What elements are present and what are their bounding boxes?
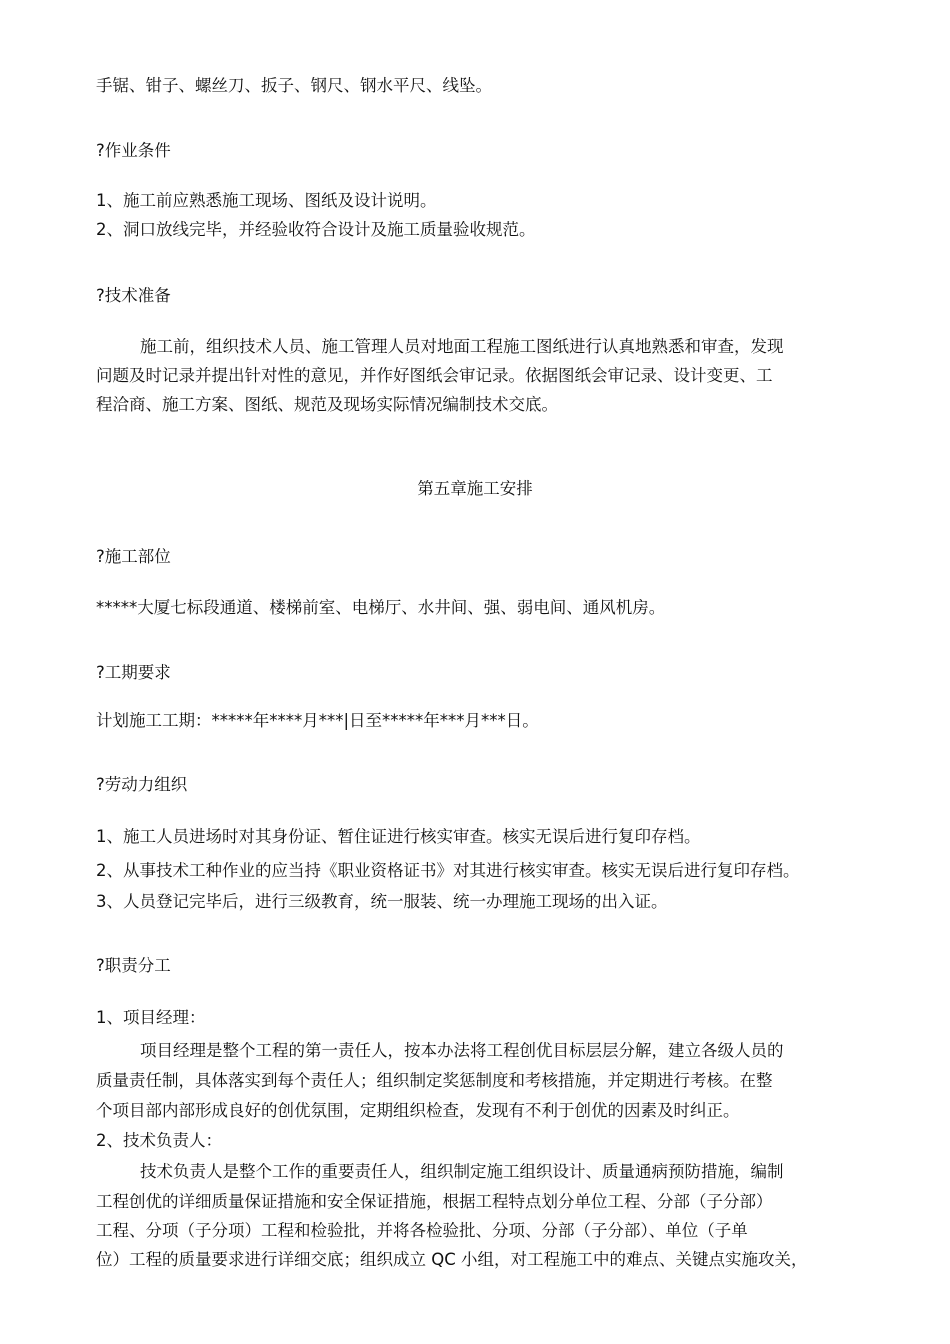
tech-lead-paragraph-line: 技术负责人是整个工作的重要责任人，组织制定施工组织设计、质量通病预防措施，编制 (140, 1162, 784, 1181)
construction-site-heading: ?施工部位 (96, 547, 171, 566)
work-conditions-item: 2、洞口放线完毕，并经验收符合设计及施工质量验收规范。 (96, 220, 536, 239)
labor-heading: ?劳动力组织 (96, 775, 188, 794)
work-conditions-item: 1、施工前应熟悉施工现场、图纸及设计说明。 (96, 191, 437, 210)
project-manager-title: 1、项目经理： (96, 1008, 206, 1027)
project-manager-paragraph-line: 质量责任制，具体落实到每个责任人；组织制定奖惩制度和考核措施，并定期进行考核。在整 (96, 1071, 773, 1090)
project-manager-paragraph-line: 个项目部内部形成良好的创优氛围，定期组织检查，发现有不利于创优的因素及时纠正。 (96, 1101, 740, 1120)
tech-lead-paragraph-line: 工程创优的详细质量保证措施和安全保证措施，根据工程特点划分单位工程、分部（子分部） (96, 1192, 773, 1211)
schedule-text: 计划施工工期：*****年****月***|日至*****年***月***日。 (96, 711, 539, 730)
schedule-heading: ?工期要求 (96, 663, 171, 682)
construction-site-text: *****大厦七标段通道、楼梯前室、电梯厅、水井间、强、弱电间、通风机房。 (96, 598, 666, 617)
labor-item: 1、施工人员进场时对其身份证、暂住证进行核实审查。核实无误后进行复印存档。 (96, 827, 701, 846)
tools-line: 手锯、钳子、螺丝刀、扳子、钢尺、钢水平尺、线坠。 (96, 76, 492, 95)
tech-lead-paragraph-line: 位）工程的质量要求进行详细交底；组织成立 QC 小组，对工程施工中的难点、关键点实施攻关， (96, 1250, 808, 1269)
duties-heading: ?职责分工 (96, 956, 171, 975)
project-manager-paragraph-line: 项目经理是整个工程的第一责任人，按本办法将工程创优目标层层分解，建立各级人员的 (140, 1041, 784, 1060)
tech-prep-paragraph-line: 问题及时记录并提出针对性的意见，并作好图纸会审记录。依据图纸会审记录、设计变更、工 (96, 366, 773, 385)
labor-item: 3、人员登记完毕后，进行三级教育，统一服装、统一办理施工现场的出入证。 (96, 892, 668, 911)
work-conditions-heading: ?作业条件 (96, 141, 171, 160)
labor-item: 2、从事技术工种作业的应当持《职业资格证书》对其进行核实审查。核实无误后进行复印存档。 (96, 861, 800, 880)
tech-lead-title: 2、技术负责人： (96, 1131, 222, 1150)
chapter-title: 第五章施工安排 (417, 479, 533, 498)
tech-prep-paragraph-line: 施工前，组织技术人员、施工管理人员对地面工程施工图纸进行认真地熟悉和审查，发现 (140, 337, 784, 356)
tech-prep-paragraph-line: 程洽商、施工方案、图纸、规范及现场实际情况编制技术交底。 (96, 395, 558, 414)
tech-lead-paragraph-line: 工程、分项（子分项）工程和检验批，并将各检验批、分项、分部（子分部）、单位（子单 (96, 1221, 748, 1240)
tech-prep-heading: ?技术准备 (96, 286, 171, 305)
